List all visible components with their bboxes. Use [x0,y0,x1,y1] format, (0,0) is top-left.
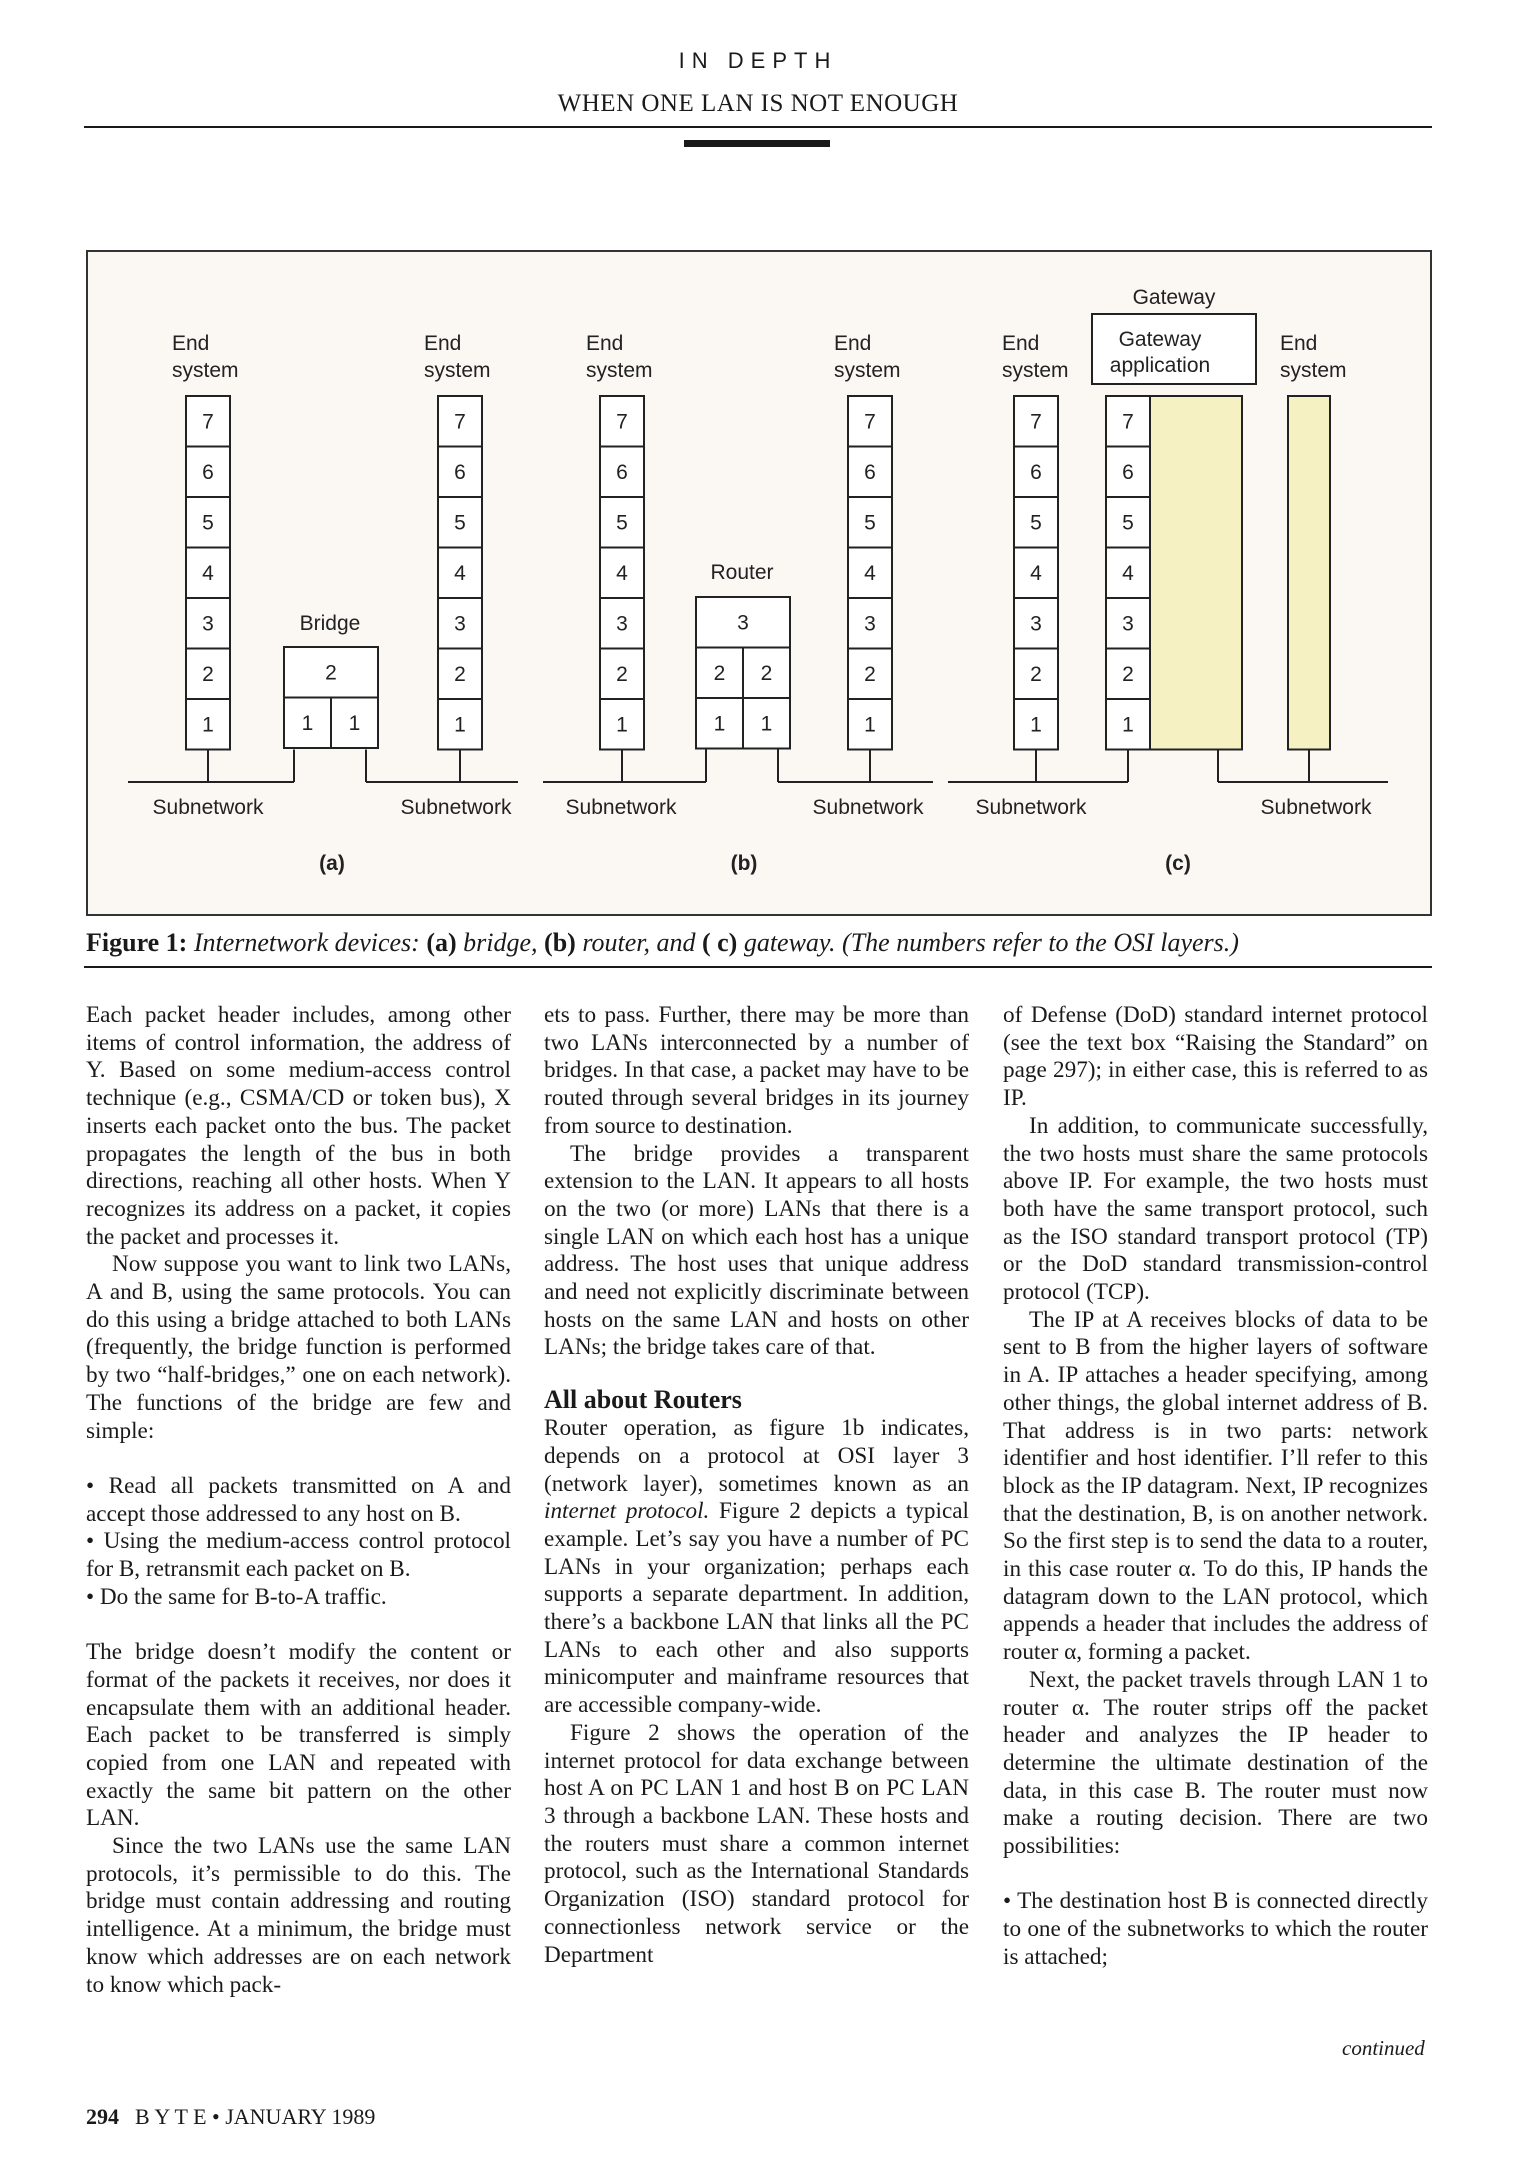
publication: B Y T E • JANUARY 1989 [135,2104,376,2129]
caption-rule [84,966,1432,968]
paragraph: ets to pass. Further, there may be more than two LANs interconnected by a number of bridges. In that case, a packet may have to be routed through several bridges in its journey from source to destination. [544,1002,969,1139]
osi-diagram [88,252,1432,916]
end-system-label: system [1002,359,1069,382]
osi-layer-number: 1 [864,713,876,737]
end-system-label: End [172,332,210,355]
caption-label: Figure 1: [86,928,188,957]
column-1 [86,1002,511,1999]
page-footer [86,2104,375,2130]
paragraph [544,1415,969,1720]
bridge-layer-number: 2 [325,661,337,685]
router-layer-number: 3 [737,611,749,635]
paragraph-text: Figure 2 depicts a typical example. Let’s say you have a number of PC LANs in your organization; perhaps each supports a separate department. In addition, there’s a backbone LAN that links all the PC LANs to each other and also supports minicomputer and mainframe resources that are accessible company-wide. [544,1498,969,1719]
section-heading: All about Routers [544,1385,742,1415]
bullet-item: • Read all packets transmitted on A and accept those addressed to any host on B. [86,1472,511,1527]
section-kicker: IN DEPTH [678,48,838,73]
gateway-application-label: application [1109,354,1211,377]
osi-layer-number: 4 [202,561,214,585]
gateway-layer-number: 6 [1122,460,1134,484]
panel-label-b: (b) [730,852,758,875]
paragraph: Figure 2 shows the operation of the internet protocol for data exchange between host A on PC LAN 1 and host B on PC LAN 3 through a backbone LAN. These hosts and the routers must share a common internet protocol, such as the International Standards Organization (ISO) standard protocol for connectionless network service or the Department [544,1719,969,1968]
osi-layer-number: 5 [864,511,876,535]
paragraph: Now suppose you want to link two LANs, A and B, using the same protocols. You can do this using a bridge attached to both LANs (frequently, the bridge function is performed by two “half-bridges,” one on each network). The functions of the bridge are few and simple: [86,1251,511,1444]
paragraph: The IP at A receives blocks of data to be sent to B from the higher layers of software in A. IP attaches a header specifying, among other things, the global internet address of B. That address is in two parts: network identifier and host identifier. I’ll refer to this block as the IP datagram. Next, IP recognizes that the destination, B, is on another network. So the first step is to send the data to a router, in this case router α. To do this, IP hands the datagram down to the LAN protocol, which appends a header that includes the address of router α, forming a packet. [1003,1306,1428,1666]
osi-layer-number: 7 [616,410,628,434]
osi-layer-number: 2 [454,662,466,686]
osi-layer-number: 3 [1030,612,1042,636]
subnetwork-label: Subnetwork [975,796,1087,819]
osi-layer-number: 6 [1030,460,1042,484]
bridge-layer-number: 1 [348,711,361,735]
osi-layer-number: 7 [1030,410,1042,434]
end-system-highlight [1288,396,1330,750]
subnetwork-label: Subnetwork [565,796,677,819]
paragraph: The bridge provides a transparent extension to the LAN. It appears to all hosts on the two (or more) LANs that there is a single LAN on which each host has a unique address. The host uses that unique address and need not explicitly discriminate between hosts on the same LAN and hosts on other LANs; the bridge takes care of that. [544,1140,969,1361]
paragraph: Each packet header includes, among other items of control information, the address of Y. Based on some medium-access control technique (e.g., CSMA/CD or token bus), X inserts each packet onto the bus. The packet propagates the length of the bus in both directions, reaching all other hosts. When Y recognizes its address on a packet, it copies the packet and processes it. [86,1002,511,1250]
osi-layer-number: 5 [454,511,466,535]
end-system-label: End [424,332,462,355]
osi-layer-number: 7 [202,410,214,434]
column-2 [544,1002,969,1969]
end-system-label: End [1280,332,1318,355]
osi-layer-number: 2 [1030,662,1042,686]
figure-1 [86,250,1432,916]
osi-layer-number: 3 [202,612,214,636]
router-layer-number: 1 [760,712,773,736]
bullet-item: • Do the same for B-to-A traffic. [86,1583,387,1610]
osi-layer-number: 2 [864,662,876,686]
gateway-application-label: Gateway [1118,328,1202,351]
end-system-label: End [1002,332,1040,355]
osi-layer-number: 5 [202,511,214,535]
header-bar [684,140,830,147]
osi-layer-number: 4 [616,561,628,585]
caption-b: (b) [544,928,576,957]
osi-layer-number: 1 [1030,713,1042,737]
end-system-label: system [424,359,491,382]
running-title: WHEN ONE LAN IS NOT ENOUGH [557,90,959,117]
osi-layer-number: 6 [454,460,466,484]
gateway-layer-number: 1 [1122,713,1134,737]
paragraph-text: Router operation, as figure 1b indicates, depends on a protocol at OSI layer 3 (network layer), sometimes known as an [544,1415,969,1497]
osi-layer-number: 1 [454,713,466,737]
caption-text-2: bridge, [463,928,538,957]
osi-layer-number: 4 [1030,561,1042,585]
end-system-label: system [586,359,653,382]
gateway-layer-number: 5 [1122,511,1134,535]
router-layer-number: 2 [713,661,726,685]
osi-layer-number: 2 [616,662,628,686]
paragraph: In addition, to communicate successfully, the two hosts must share the same protocols above IP. For example, the two hosts must both have the same transport protocol, such as the ISO standard transport protocol (TP) or the DoD standard transmission-control protocol (TCP). [1003,1112,1428,1306]
subnetwork-label: Subnetwork [812,796,924,819]
end-system-label: system [172,359,239,382]
end-system-label: End [586,332,624,355]
paragraph-emphasis: internet protocol. [544,1498,710,1525]
paragraph: Since the two LANs use the same LAN protocols, it’s permissible to do this. The bridge must contain addressing and routing intelligence. At a minimum, the bridge must know which addresses are on each network to know which pack- [86,1833,511,1998]
header-rule [84,126,1432,128]
gateway-layer-number: 3 [1122,612,1134,636]
paragraph: The bridge doesn’t modify the content or format of the packets it receives, nor does it encapsulate them with an additional header. Each packet to be transferred is simply copied from one LAN and repeated with exactly the same bit pattern on the other LAN. [86,1639,511,1832]
gateway-layer-number: 2 [1122,662,1134,686]
continued-note: continued [1342,2036,1425,2060]
bullet-item: • Using the medium-access control protocol for B, retransmit each packet on B. [86,1528,511,1583]
router-layer-number: 2 [760,661,773,685]
page-number: 294 [86,2104,119,2129]
caption-c: ( c) [701,928,738,957]
gateway-layer-number: 7 [1122,410,1134,434]
osi-layer-number: 3 [864,612,876,636]
bridge-label: Bridge [299,612,361,635]
osi-layer-number: 2 [202,662,214,686]
subnetwork-label: Subnetwork [152,796,264,819]
router-label: Router [710,561,774,584]
caption-text-3: router, and [582,928,696,957]
osi-layer-number: 3 [454,612,466,636]
osi-layer-number: 5 [616,511,628,535]
osi-layer-number: 1 [202,713,214,737]
osi-layer-number: 5 [1030,511,1042,535]
column-3 [1003,1002,1428,1972]
osi-layer-number: 3 [616,612,628,636]
gateway-app-highlight [1150,396,1242,750]
bullet-item: • The destination host B is connected directly to one of the subnetworks to which the router is attached; [1003,1888,1428,1970]
bridge-layer-number: 1 [301,711,314,735]
gateway-layer-number: 4 [1122,561,1134,585]
router-layer-number: 1 [713,712,726,736]
osi-layer-number: 6 [202,460,214,484]
end-system-label: system [1280,359,1347,382]
osi-layer-number: 6 [864,460,876,484]
subnetwork-label: Subnetwork [1260,796,1372,819]
end-system-label: End [834,332,872,355]
figure-caption [86,928,1432,958]
caption-a: (a) [426,928,457,957]
osi-layer-number: 7 [864,410,876,434]
end-system-label: system [834,359,901,382]
osi-layer-number: 1 [616,713,628,737]
panel-label-a: (a) [319,852,345,875]
panel-label-c: (c) [1165,852,1191,875]
gateway-label: Gateway [1132,286,1216,309]
paragraph: Next, the packet travels through LAN 1 to router α. The router strips off the packet header and analyzes the IP header to determine the ultimate destination of the data, in this case B. The router must now make a routing decision. There are two possibilities: [1003,1666,1428,1860]
osi-layer-number: 4 [864,561,876,585]
osi-layer-number: 4 [454,561,466,585]
caption-text-4: gateway. (The numbers refer to the OSI layers.) [743,928,1239,957]
osi-layer-number: 7 [454,410,466,434]
caption-text-1: Internetwork devices: [193,928,420,957]
osi-layer-number: 6 [616,460,628,484]
paragraph: of Defense (DoD) standard internet protocol (see the text box “Raising the Standard” on page 297); in either case, this is referred to as IP. [1003,1002,1428,1112]
subnetwork-label: Subnetwork [400,796,512,819]
